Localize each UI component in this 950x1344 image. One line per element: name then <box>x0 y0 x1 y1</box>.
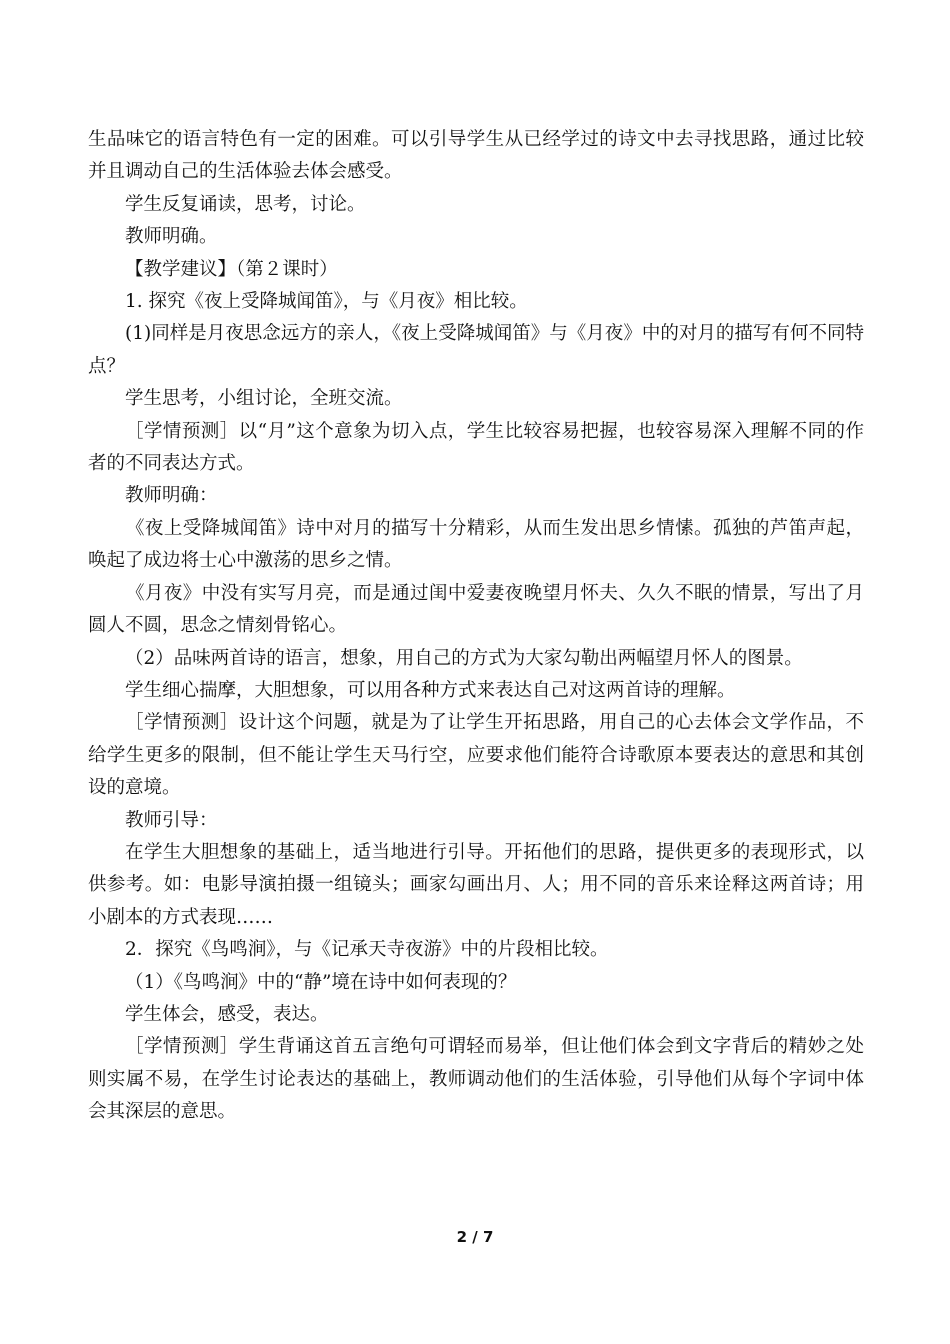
paragraph: ［学情预测］以“月”这个意象为切入点，学生比较容易把握，也较容易深入理解不同的作者的不同表达方式。 <box>88 420 864 475</box>
section-heading: 【教学建议】（第２课时） <box>125 258 338 280</box>
paragraph: ［学情预测］学生背诵这首五言绝句可谓轻而易举，但让他们体会到文字背后的精妙之处则实属不易，在学生讨论表达的基础上，教师调动他们的生活体验，引导他们从每个字词中体会其深层的意思。 <box>88 1036 864 1123</box>
paragraph: 《月夜》中没有实写月亮，而是通过闺中爱妻夜晚望月怀夫、久久不眠的情景，写出了月圆人不圆，思念之情刻骨铭心。 <box>88 582 864 637</box>
paragraph: 教师引导： <box>125 809 218 831</box>
paragraph: (1)同样是月夜思念远方的亲人，《夜上受降城闻笛》与《月夜》中的对月的描写有何不同特点？ <box>88 323 864 377</box>
paragraph: 学生细心揣摩，大胆想象，可以用各种方式来表达自己对这两首诗的理解。 <box>125 679 736 701</box>
paragraph: 教师明确。 <box>125 226 218 248</box>
paragraph: 教师明确： <box>125 485 218 507</box>
page-number: 2 / 7 <box>456 1228 494 1246</box>
paragraph: （2）品味两首诗的语言，想象，用自己的方式为大家勾勒出两幅望月怀人的图景。 <box>125 647 803 669</box>
paragraph: 学生反复诵读，思考，讨论。 <box>125 193 366 215</box>
paragraph: 在学生大胆想象的基础上，适当地进行引导。开拓他们的思路，提供更多的表现形式，以供参考。如：电影导演拍摄一组镜头；画家勾画出月、人；用不同的音乐来诠释这两首诗；用小剧本的方式表现…… <box>88 841 864 928</box>
paragraph: 《夜上受降城闻笛》诗中对月的描写十分精彩，从而生发出思乡情愫。孤独的芦笛声起，唤起了成边将士心中激荡的思乡之情。 <box>88 517 864 572</box>
document-body <box>88 124 864 1129</box>
question-heading: 1. 探究《夜上受降城闻笛》，与《月夜》相比较。 <box>125 291 528 313</box>
question-heading: 2．探究《鸟鸣涧》，与《记承天寺夜游》中的片段相比较。 <box>125 939 609 961</box>
paragraph: 生品味它的语言特色有一定的困难。可以引导学生从已经学过的诗文中去寻找思路，通过比较并且调动自己的生活体验去体会感受。 <box>88 129 864 183</box>
paragraph: ［学情预测］设计这个问题，就是为了让学生开拓思路，用自己的心去体会文学作品，不给学生更多的限制，但不能让学生天马行空，应要求他们能符合诗歌原本要表达的意思和其创设的意境。 <box>88 712 864 799</box>
paragraph: （1）《鸟鸣涧》中的“静”境在诗中如何表现的？ <box>125 971 517 993</box>
paragraph: 学生思考，小组讨论，全班交流。 <box>125 388 403 410</box>
paragraph: 学生体会，感受，表达。 <box>125 1003 329 1025</box>
